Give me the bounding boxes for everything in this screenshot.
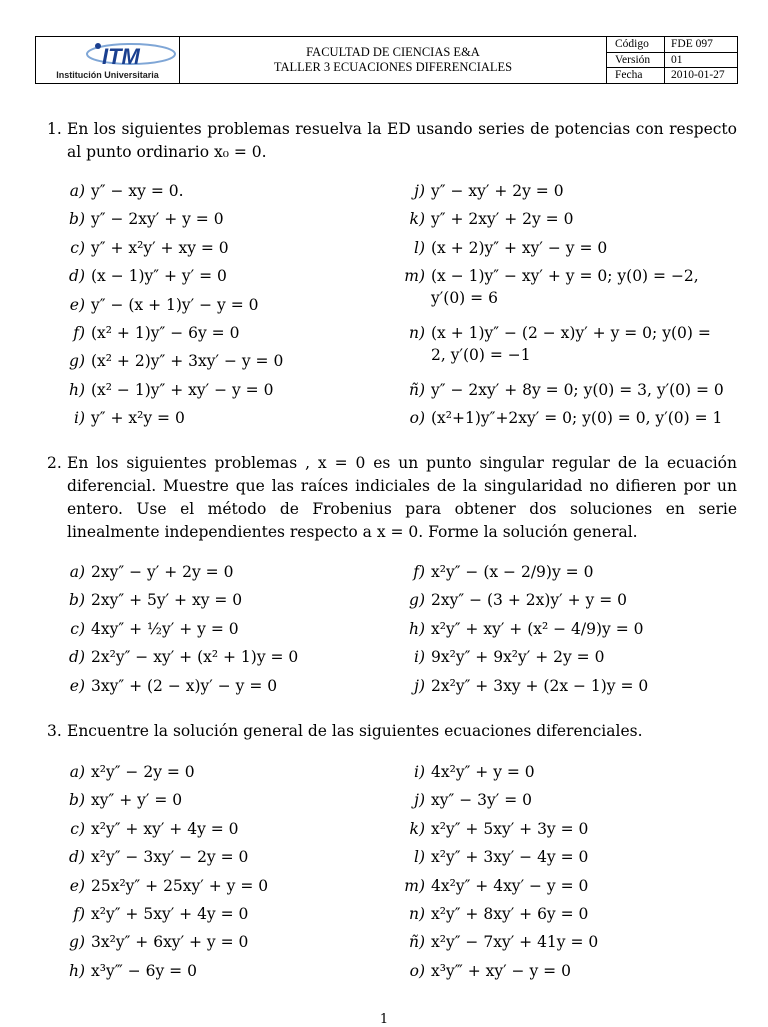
exercise-item [400,960,598,988]
exercise-item [60,761,268,789]
equation: 3x²y″ + 6xy′ + y = 0 [91,933,249,952]
equation: 4xy″ + ½y′ + y = 0 [91,619,239,638]
exercise-item [400,903,598,931]
item-label: e) [69,295,85,314]
exercise-item [400,875,598,903]
equation: x³y‴ + xy′ − y = 0 [431,961,571,980]
document-header [35,36,738,84]
q1-left-column [60,180,283,436]
q2-left-column [60,561,298,703]
exercise-item [60,646,298,674]
equation: 3xy″ + (2 − x)y′ − y = 0 [91,676,278,695]
equation: 4x²y″ + y = 0 [431,763,535,781]
meta-row-date [607,68,737,83]
item-label: l) [413,848,425,867]
question-number: 3. [47,722,62,740]
meta-value: FDE 097 [671,38,713,50]
item-label: m) [404,267,425,286]
item-label: o) [409,409,425,428]
item-label: c) [70,238,85,257]
equation: (x − 1)y″ + y′ = 0 [91,267,227,286]
question-text: En los siguientes problemas , x = 0 es un punto singular regular de la ecuación diferencial. Muestre que las raíces indiciales de la singularidad no difieren por un entero. Use el método de Frobenius para obtener dos soluciones en serie linealmente independientes respecto a x = 0. Forme la solución general. [67,454,737,541]
item-label: k) [409,819,425,838]
exercise-item [400,208,727,236]
institution-logo [36,37,180,83]
q3-right-column [400,761,598,988]
exercise-item [400,675,648,703]
item-label: c) [70,819,85,838]
item-label: h) [408,619,425,638]
equation: x²y″ + 5xy′ + 3y = 0 [431,819,589,838]
faculty-title: FACULTAD DE CIENCIAS E&A [306,45,480,59]
question-text: En los siguientes problemas resuelva la ED usando series de potencias con respecto al punto ordinario x₀ = 0. [67,120,737,161]
equation: x²y″ + 8xy′ + 6y = 0 [431,904,589,923]
itm-logo-icon [76,40,176,70]
item-label: g) [69,933,85,952]
exercise-item [400,789,598,817]
item-label: e) [69,876,85,895]
item-label: b) [69,210,85,229]
equation: 2xy″ − y′ + 2y = 0 [91,563,234,581]
exercise-item [60,875,268,903]
exercise-item [60,294,283,322]
item-label: i) [73,409,85,428]
equation: x³y‴ − 6y = 0 [91,961,197,980]
exercise-item [400,618,648,646]
equation: (x² − 1)y″ + xy′ − y = 0 [91,380,274,399]
question-number: 1. [47,120,62,138]
exercise-item [60,322,283,350]
equation: x²y″ − 2y = 0 [91,763,195,781]
question-text: Encuentre la solución general de las siguientes ecuaciones diferenciales. [67,722,643,740]
exercise-item [400,265,727,322]
exercise-item [60,960,268,988]
equation: xy″ + y′ = 0 [91,791,183,810]
equation: 2x²y″ + 3xy + (2x − 1)y = 0 [431,676,649,695]
exercise-item [60,180,283,208]
equation: (x² + 2)y″ + 3xy′ − y = 0 [91,352,284,371]
equation: y″ − (x + 1)y′ − y = 0 [91,295,259,314]
equation: (x²+1)y″+2xy′ = 0; y(0) = 0, y′(0) = 1 [431,409,723,428]
exercise-item [60,618,298,646]
item-label: j) [414,182,425,200]
equation: 25x²y″ + 25xy′ + y = 0 [91,876,269,895]
item-label: e) [69,676,85,695]
item-label: ñ) [408,933,425,952]
item-label: f) [413,563,425,581]
item-label: g) [409,591,425,610]
q1-right-column [400,180,727,436]
item-label: a) [69,563,85,581]
document-metadata [607,37,737,83]
item-label: n) [408,323,425,342]
item-label: ñ) [408,380,425,399]
question-1 [47,118,737,164]
item-label: i) [413,648,425,667]
exercise-item [60,589,298,617]
equation: y″ − 2xy′ + y = 0 [91,210,224,229]
workshop-title: TALLER 3 ECUACIONES DIFERENCIALES [273,60,513,74]
exercise-item [400,931,598,959]
meta-value: 2010-01-27 [671,69,725,82]
q3-left-column [60,761,268,988]
exercise-item [400,561,648,589]
item-label: o) [409,961,425,980]
equation: x²y″ + xy′ + 4y = 0 [91,819,239,838]
exercise-item [60,903,268,931]
logo-brand: ITM [102,44,140,69]
exercise-item [400,180,727,208]
item-label: f) [73,904,85,923]
question-3 [47,720,737,743]
item-label: a) [69,182,85,200]
equation: x²y″ + 3xy′ − 4y = 0 [431,848,589,867]
logo-subtitle: Institución Universitaria [56,70,159,80]
equation: y″ − xy = 0. [91,182,184,200]
exercise-item [400,589,648,617]
exercise-item [60,237,283,265]
item-label: h) [68,380,85,399]
equation: (x² + 1)y″ − 6y = 0 [91,323,240,342]
exercise-item [400,379,727,407]
meta-row-version [607,53,737,69]
item-label: g) [69,352,85,371]
question-number: 2. [47,454,62,472]
exercise-item [400,237,727,265]
equation: (x + 1)y″ − (2 − x)y′ + y = 0; y(0) = 2, y′(0) = −1 [431,323,711,364]
item-label: j) [414,676,425,695]
item-label: k) [409,210,425,229]
item-label: j) [414,791,425,810]
item-label: l) [413,238,425,257]
equation: (x − 1)y″ − xy′ + y = 0; y(0) = −2, y′(0) = 6 [431,267,699,308]
exercise-item [60,931,268,959]
equation: x²y″ + xy′ + (x² − 4/9)y = 0 [431,619,644,638]
item-label: n) [408,904,425,923]
item-label: a) [69,763,85,781]
equation: 4x²y″ + 4xy′ − y = 0 [431,876,589,895]
equation: y″ − xy′ + 2y = 0 [431,182,564,200]
exercise-item [60,561,298,589]
equation: 2xy″ − (3 + 2x)y′ + y = 0 [431,591,627,610]
exercise-item [60,675,298,703]
exercise-item [400,761,598,789]
meta-key: Versión [607,53,665,68]
exercise-item [400,846,598,874]
exercise-item [60,846,268,874]
equation: x²y″ + 5xy′ + 4y = 0 [91,904,249,923]
meta-row-code [607,37,737,53]
equation: 2x²y″ − xy′ + (x² + 1)y = 0 [91,648,299,667]
exercise-item [400,646,648,674]
exercise-item [60,379,283,407]
exercise-item [400,407,727,435]
equation: x²y″ − 7xy′ + 41y = 0 [431,933,599,952]
item-label: h) [68,961,85,980]
exercise-item [60,265,283,293]
equation: 2xy″ + 5y′ + xy = 0 [91,591,243,610]
item-label: d) [69,848,85,867]
meta-value: 01 [671,53,683,66]
item-label: c) [70,619,85,638]
exercise-item [60,789,268,817]
exercise-item [60,818,268,846]
equation: x²y″ − (x − 2/9)y = 0 [431,563,594,581]
equation: (x + 2)y″ + xy′ − y = 0 [431,238,608,257]
meta-key: Código [607,37,665,52]
exercise-item [400,818,598,846]
item-label: d) [69,267,85,286]
equation: xy″ − 3y′ = 0 [431,791,532,810]
item-label: b) [69,791,85,810]
exercise-item [60,350,283,378]
exercise-item [400,322,727,379]
header-title-block [180,37,607,83]
item-label: i) [413,763,425,781]
equation: y″ + x²y′ + xy = 0 [91,238,229,257]
item-label: b) [69,591,85,610]
exercise-item [60,407,283,435]
exercise-item [60,208,283,236]
equation: 9x²y″ + 9x²y′ + 2y = 0 [431,648,605,667]
equation: y″ + x²y = 0 [91,409,185,428]
equation: y″ + 2xy′ + 2y = 0 [431,210,574,229]
q2-right-column [400,561,648,703]
equation: y″ − 2xy′ + 8y = 0; y(0) = 3, y′(0) = 0 [431,380,724,399]
item-label: f) [73,323,85,342]
equation: x²y″ − 3xy′ − 2y = 0 [91,848,249,867]
item-label: d) [69,648,85,667]
page-number: 1 [379,1012,389,1027]
question-2 [47,452,737,544]
meta-key: Fecha [607,68,665,83]
item-label: m) [404,876,425,895]
